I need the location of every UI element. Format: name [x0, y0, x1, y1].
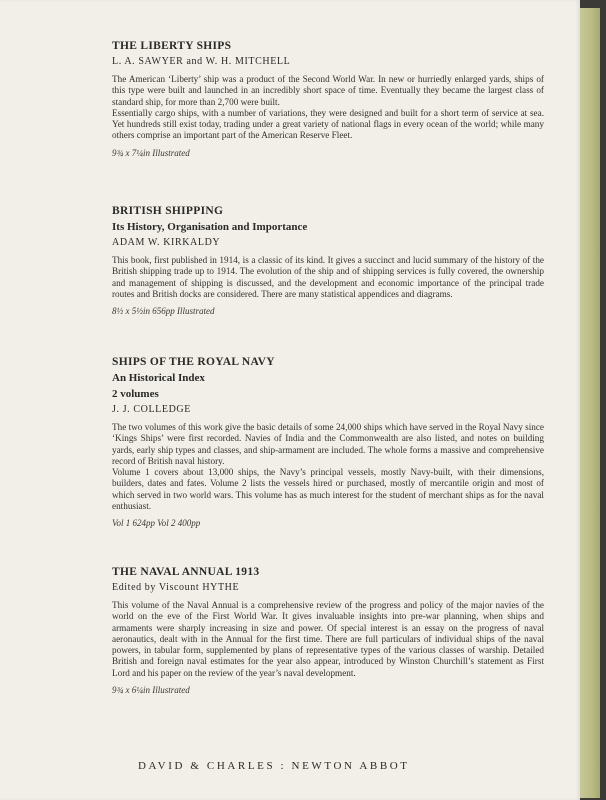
description-paragraph: Essentially cargo ships, with a number of variations, they were designed and built for a short term of service at sea. Yet hundreds still exist today, trading under a great variety of national flags in every ocean of the world; while many others comprise an important part of the American Reserve Fleet. — [112, 107, 544, 141]
book-entry-liberty-ships — [112, 40, 544, 158]
description-paragraph: Volume 1 covers about 13,000 ships, the Navy’s principal vessels, mostly Navy-built, with their dimensions, builders, dates and fates. Volume 2 lists the vessels hired or purchased, mostly of mercantile origin and most of which served in two world wars. This volume has as much interest for the student of merchant ships as for the naval enthusiast. — [112, 467, 544, 512]
book-subtitle: An Historical Index — [112, 372, 205, 384]
book-title: THE NAVAL ANNUAL 1913 — [112, 566, 260, 578]
book-meta: 9¾ x 7¼in Illustrated — [112, 147, 190, 158]
book-entry-naval-annual — [112, 566, 544, 695]
description-paragraph: This book, first published in 1914, is a classic of its kind. It gives a succinct and lucid summary of the history of the British shipping trade up to 1914. The evolution of the ship and of shipping services is fully covered, the ownership and management of shipping is discussed, and the development and economic importance of the principal trade routes and British docks are considered. There are many statistical appendices and diagrams. — [112, 255, 544, 299]
book-author: J. J. COLLEDGE — [112, 404, 191, 415]
book-volume-count: 2 volumes — [112, 388, 159, 400]
description-paragraph: This volume of the Naval Annual is a comprehensive review of the progress and policy of the major navies of the world on the eve of the First World War. It gives invaluable insights into pre-war planning, when ships and armaments were sharply increasing in size and power. Of special interest is an essay on the progress of naval aeronautics, dealt with in the Annual for the first time. There are full particulars of individual ships of the naval powers, in tabular form, supplemented by plans of representative types of the various classes of warship. Detailed British and foreign naval estimates for the year also appear, introduced by Winston Churchill’s statement as First Lord and his paper on the review of the year’s naval development. — [112, 600, 544, 678]
spine-edge — [580, 8, 600, 798]
book-title: BRITISH SHIPPING — [112, 205, 224, 217]
book-meta: Vol 1 624pp Vol 2 400pp — [112, 518, 201, 529]
book-description — [112, 255, 544, 300]
book-author: L. A. SAWYER and W. H. MITCHELL — [112, 56, 291, 67]
book-description — [112, 74, 544, 142]
book-entry-royal-navy — [112, 356, 544, 528]
publisher-footer: DAVID & CHARLES : NEWTON ABBOT — [138, 760, 410, 772]
book-meta: 9¾ x 6¼in Illustrated — [112, 685, 190, 696]
book-author: ADAM W. KIRKALDY — [112, 237, 221, 248]
book-title: THE LIBERTY SHIPS — [112, 40, 232, 52]
book-title: SHIPS OF THE ROYAL NAVY — [112, 356, 275, 368]
book-description — [112, 422, 544, 512]
book-entry-british-shipping — [112, 205, 544, 316]
book-meta: 8½ x 5½in 656pp Illustrated — [112, 306, 215, 317]
book-subtitle: Its History, Organisation and Importance — [112, 221, 308, 233]
book-description — [112, 600, 544, 679]
book-editor: Edited by Viscount HYTHE — [112, 582, 240, 593]
description-paragraph: The American ‘Liberty’ ship was a product of the Second World War. In new or hurriedly enlarged yards, ships of this type were built and launched in an incredibly short space of time. Eventually they became the largest class of standard ship, for more than 2,700 were built. — [112, 74, 544, 107]
description-paragraph: The two volumes of this work give the basic details of some 24,000 ships which have served in the Royal Navy since ‘Kings Ships’ were first recorded. Navies of India and the Commonwealth are also listed, and notes on building yards, early ship types and classes, and ship-armament are included. The whole forms a massive and comprehensive record of British naval history. — [112, 422, 544, 466]
